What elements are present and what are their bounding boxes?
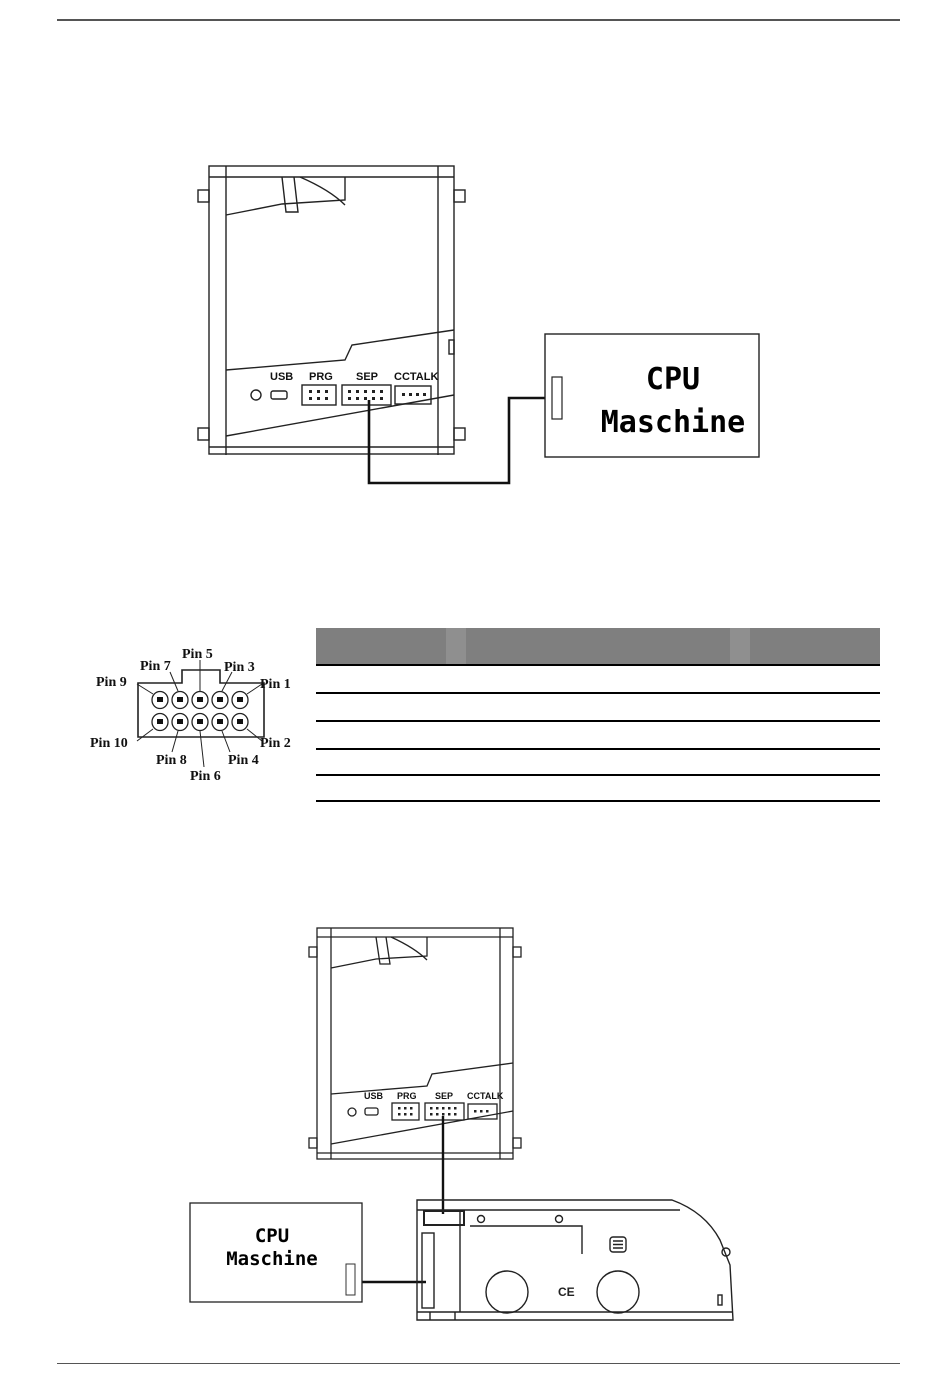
cctalk-label: CCTALK (394, 371, 439, 383)
ce-mark: CE (558, 1285, 575, 1299)
bottom-cpu-line1: CPU (254, 1225, 290, 1247)
sep-label-bottom: SEP (435, 1091, 454, 1101)
prg-label-bottom: PRG (397, 1091, 417, 1101)
usb-label: USB (270, 371, 294, 383)
pin-2-label: Pin 2 (260, 736, 291, 751)
usb-label-bottom: USB (364, 1091, 384, 1101)
pin-7-label: Pin 7 (140, 659, 171, 674)
pin-8-label: Pin 8 (156, 753, 187, 768)
pin-5-label: Pin 5 (182, 647, 213, 662)
coin-validator-bottom (309, 928, 521, 1159)
bottom-cpu-line2: Maschine (226, 1248, 318, 1270)
pin-9-label: Pin 9 (96, 675, 127, 690)
top-cpu-line2: Maschine (600, 405, 746, 440)
pin-1-label: Pin 1 (260, 677, 291, 692)
bottom-cable (352, 1116, 443, 1282)
prg-label: PRG (309, 371, 333, 383)
top-cpu-line1: CPU (645, 362, 701, 397)
bottom-cpu-box (190, 1203, 362, 1302)
cctalk-label-bottom: CCTALK (467, 1091, 504, 1101)
sep-label: SEP (356, 371, 379, 383)
pin-6-label: Pin 6 (190, 769, 221, 784)
sorter-unit (417, 1200, 733, 1320)
bottom-rule (57, 1363, 900, 1364)
bottom-pin-dots (398, 1107, 489, 1116)
pin-4-label: Pin 4 (228, 753, 259, 768)
pin-3-label: Pin 3 (224, 660, 255, 675)
pin-10-label: Pin 10 (90, 736, 128, 751)
